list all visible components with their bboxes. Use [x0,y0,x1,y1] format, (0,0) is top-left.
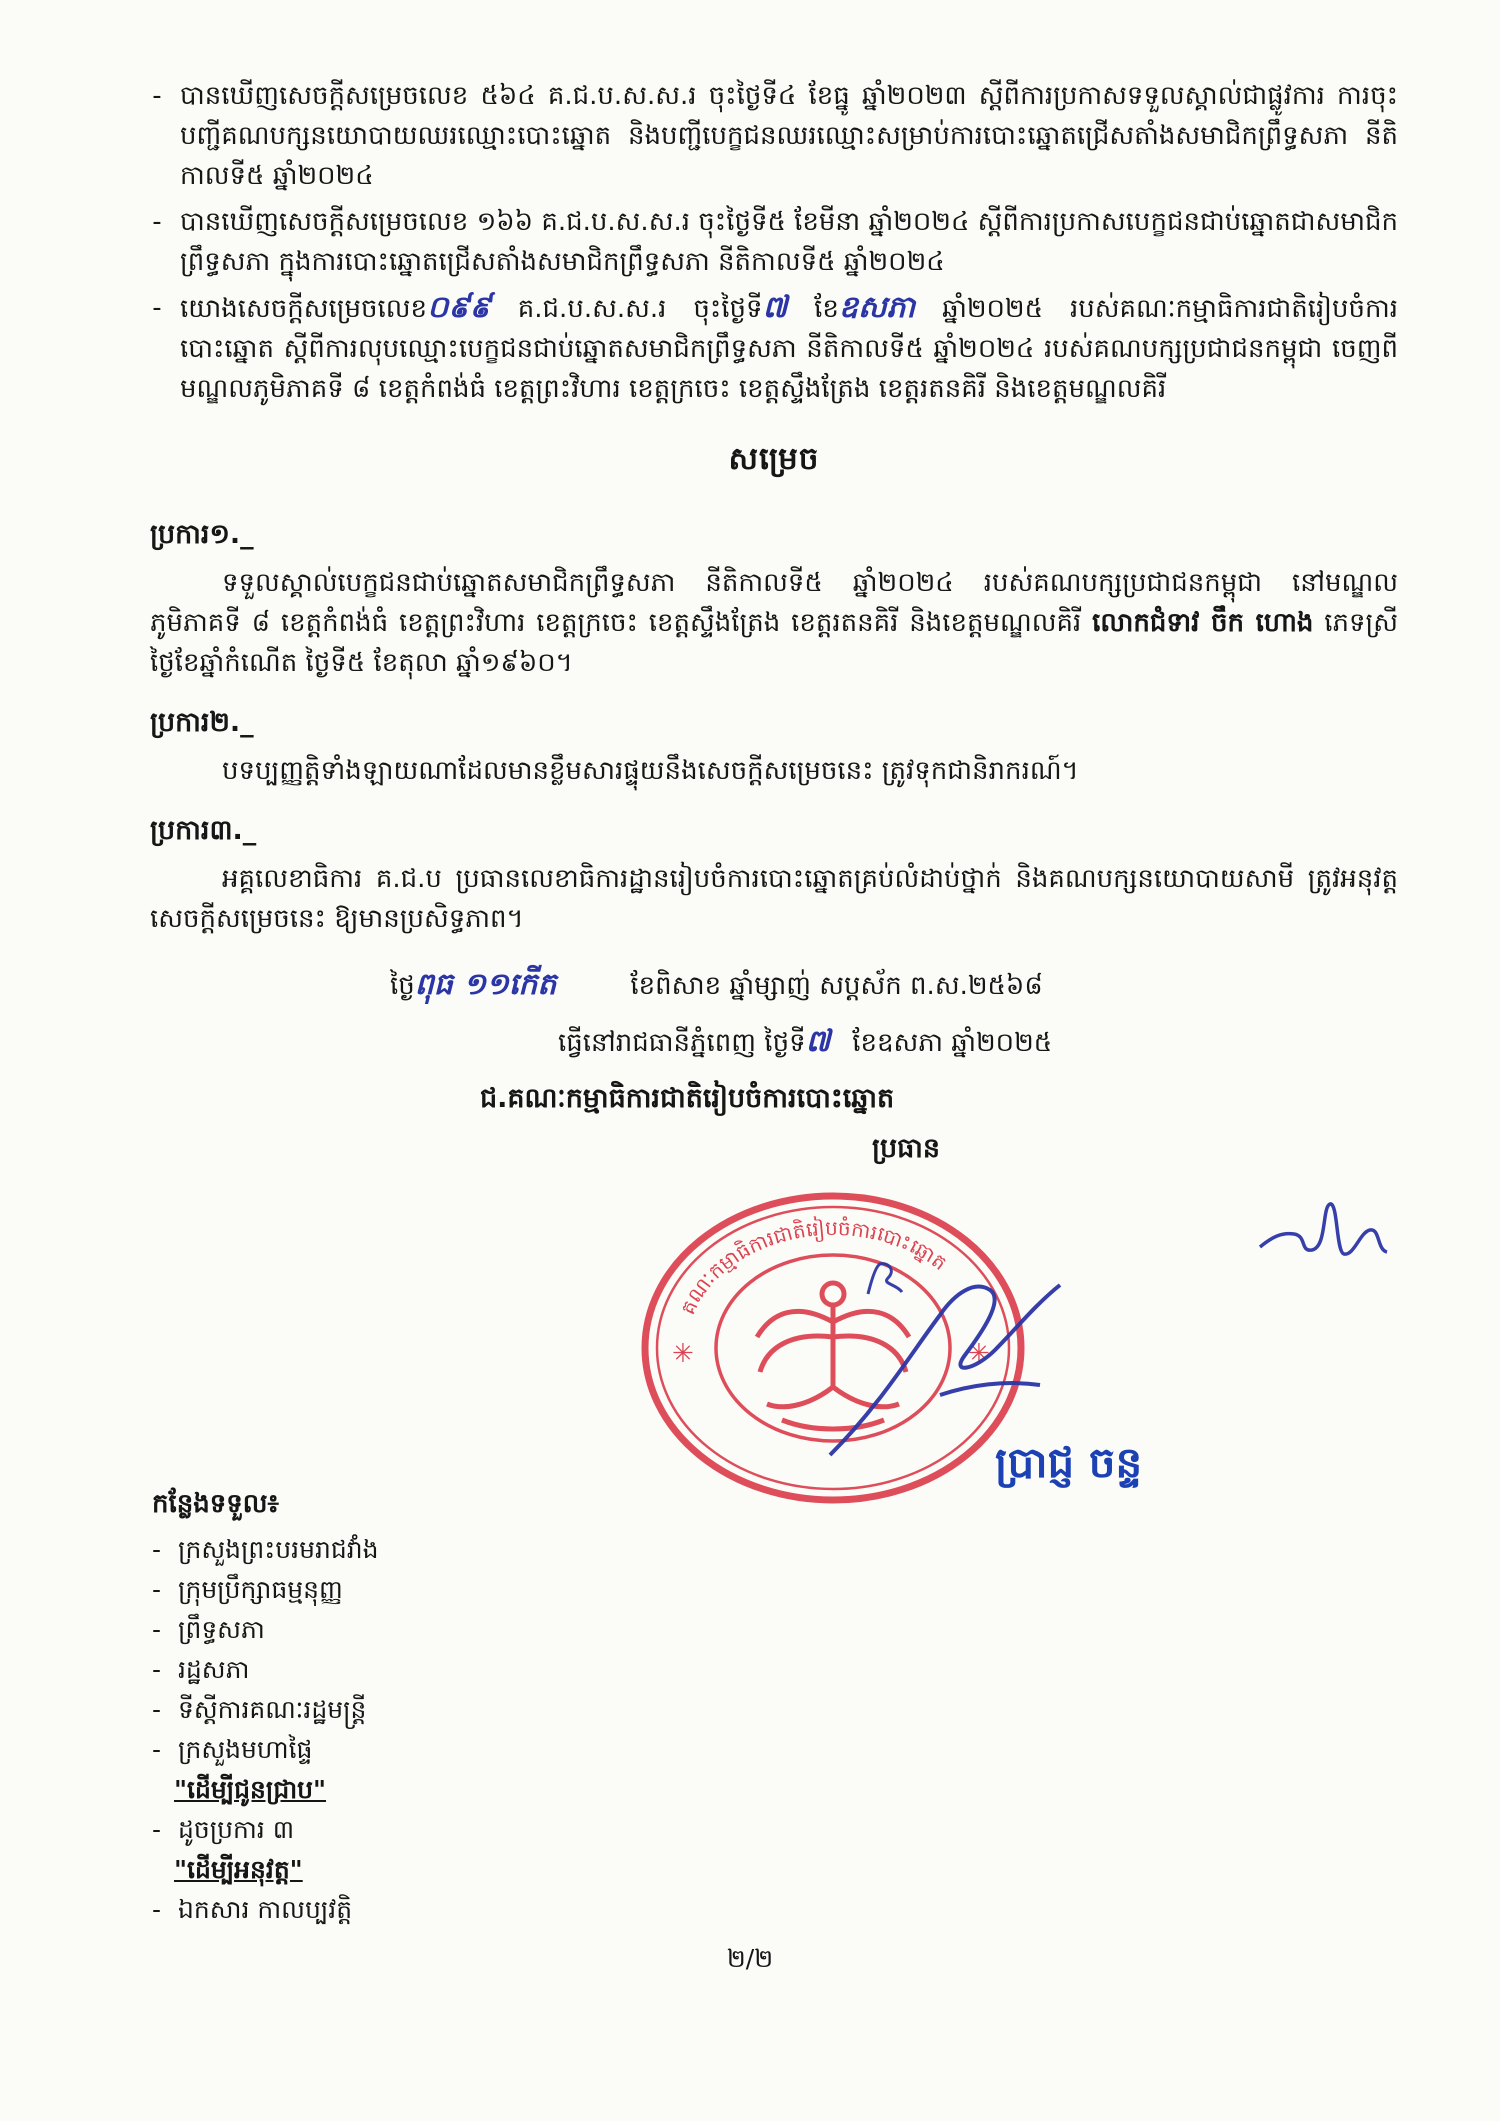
signature-scribble [1252,1192,1402,1278]
cc-item-label: ក្រុមប្រឹក្សាធម្មនុញ្ញ [178,1575,343,1604]
article-2-body: បទប្បញ្ញត្តិទាំងឡាយណាដែលមានខ្លឹមសារផ្ទុយនឹងសេចក្ដីសម្រេចនេះ ត្រូវទុកជានិរាករណ៍។ [222,756,1079,786]
article-2-header: ប្រការ២._ [150,707,254,738]
cc-item-label: ព្រឹទ្ធសភា [178,1615,265,1644]
cc-item-label: រដ្ឋសភា [178,1655,250,1684]
preamble-bullet-1-text: បានឃើញសេចក្ដីសម្រេចលេខ ៥៦៤ គ.ជ.ប.ស.ស.រ ចុះថ្ងៃទី៤ ខែធ្នូ ឆ្នាំ២០២៣ ស្ដីពីការប្រកាសទទួលស្គាល់ជាផ្លូវការ ការចុះបញ្ជីគណបក្សនយោបាយឈរឈ្មោះបោះឆ្នោត និងបញ្ជីបេក្ខជនឈរឈ្មោះសម្រាប់ការបោះឆ្នោតជ្រើសតាំងសមាជិកព្រឹទ្ធសភា នីតិកាលទី៥ ឆ្នាំ២០២៤ [180,81,1398,191]
decision-heading: សម្រេច [728,441,820,477]
cc-note-implement: "ដើម្បីអនុវត្ត" [174,1855,303,1884]
authority-line: ជ.គណៈកម្មាធិការជាតិរៀបចំការបោះឆ្នោត [480,1083,895,1114]
date-prefix: ថ្ងៃ [390,971,415,1001]
bullet-3-run: គ.ជ.ប.ស.ស.រ ចុះថ្ងៃទី [490,294,763,324]
gregorian-date-rest: ខែឧសភា ឆ្នាំ២០២៥ [852,1028,1053,1058]
cc-dash: - [152,1735,162,1764]
cc-item-label: ទីស្ដីការគណៈរដ្ឋមន្ត្រី [178,1695,367,1724]
place-date-prefix: ធ្វើនៅរាជធានីភ្នំពេញ ថ្ងៃទី [558,1028,806,1058]
svg-text:✳: ✳ [672,1339,694,1369]
bullet-dash: - [152,207,162,237]
cc-dash: - [152,1615,162,1644]
cc-item-label: ឯកសារ កាលប្បវត្តិ [178,1895,353,1924]
cc-item-label: ក្រសួងព្រះបរមរាជវាំង [178,1535,379,1564]
cc-item [152,1810,378,1850]
cc-dash: - [152,1695,162,1724]
page-number: ២/២ [726,1944,774,1973]
cc-item [152,1570,378,1610]
handwritten-lunar-day: ពុធ ១១កើត [414,967,557,1002]
preamble-bullet-3 [150,288,1398,409]
article-1-body [150,563,1398,683]
cc-header: កន្លែងទទួល៖ [152,1489,279,1519]
handwritten-gregorian-day: ៧ [805,1024,831,1059]
signer-name-stamp: ប្រាជ្ញ ចន្ទ [995,1438,1143,1487]
lunar-date-rest: ខែពិសាខ ឆ្នាំម្សាញ់ សប្តស័ក ព.ស.២៥៦៨ [630,971,1043,1001]
bullet-3-run: ឆ្នាំ២០២៥ របស់គណៈកម្មាធិការជាតិរៀបចំការបោះឆ្នោត ស្ដីពីការលុបឈ្មោះបេក្ខជនជាប់ឆ្នោតសមាជិកព្រឹទ្ធសភា នីតិកាលទី៥ ឆ្នាំ២០២៤ របស់គណបក្សប្រជាជនកម្ពុជា ចេញពីមណ្ឌលភូមិភាគទី ៨ ខេត្តកំពង់ធំ ខេត្តព្រះវិហារ ខេត្តក្រចេះ ខេត្តស្ទឹងត្រែង ខេត្តរតនគិរី និងខេត្តមណ្ឌលគិរី [180,294,1398,404]
president-initial-mark [858,1258,912,1302]
cc-item-label: ក្រសួងមហាផ្ទៃ [178,1735,313,1764]
bullet-3-run: យោងសេចក្ដីសម្រេចលេខ [180,294,428,324]
preamble-bullet-1 [150,76,1398,196]
handwritten-day: ៧ [762,290,788,325]
document-body [150,76,1398,1169]
article-1-header: ប្រការ១._ [150,519,254,550]
lunar-date-line [390,965,1398,1006]
gregorian-date-line [558,1022,1398,1063]
cc-dash: - [152,1575,162,1604]
cc-item [152,1530,378,1570]
cc-item [152,1730,378,1770]
cc-distribution-block [152,1484,378,1930]
svg-text:✳: ✳ [968,1339,990,1369]
preamble-bullet-2-text: បានឃើញសេចក្ដីសម្រេចលេខ ១៦៦ គ.ជ.ប.ស.ស.រ ចុះថ្ងៃទី៥ ខែមីនា ឆ្នាំ២០២៤ ស្ដីពីការប្រកាសបេក្ខជនជាប់ឆ្នោតជាសមាជិកព្រឹទ្ធសភា ក្នុងការបោះឆ្នោតជ្រើសតាំងសមាជិកព្រឹទ្ធសភា នីតិកាលទី៥ ឆ្នាំ២០២៤ [180,207,1398,277]
cc-item [152,1690,378,1730]
cc-item-label: ដូចប្រការ ៣ [178,1815,295,1844]
bullet-dash: - [152,293,162,323]
handwritten-month: ឧសភា [838,290,916,325]
preamble-bullet-3-text [180,288,1398,409]
cc-note-inform: "ដើម្បីជូនជ្រាប" [174,1775,327,1804]
article-1-run: ភេទស្រី ថ្ងៃខែឆ្នាំកំណើត ថ្ងៃទី៥ ខែតុលា ឆ្នាំ១៩៦០។ [150,608,1399,678]
cc-dash: - [152,1535,162,1564]
article-3-header: ប្រការ៣._ [150,815,257,846]
cc-item [152,1650,378,1690]
bullet-dash: - [152,81,162,111]
date-block [150,965,1398,1063]
cc-dash: - [152,1895,162,1924]
article-1-run: ទទួលស្គាល់បេក្ខជនជាប់ឆ្នោតសមាជិកព្រឹទ្ធសភា នីតិកាលទី៥ ឆ្នាំ២០២៤ របស់គណបក្សប្រជាជនកម្ពុជា នៅមណ្ឌលភូមិភាគទី ៨ ខេត្តកំពង់ធំ ខេត្តព្រះវិហារ ខេត្តក្រចេះ ខេត្តស្ទឹងត្រែង ខេត្តរតនគិរី និងខេត្តមណ្ឌលគិរី [150,568,1398,638]
president-title: ប្រធាន [872,1133,941,1164]
article-3-body: អគ្គលេខាធិការ គ.ជ.ប ប្រធានលេខាធិការដ្ឋានរៀបចំការបោះឆ្នោតគ្រប់លំដាប់ថ្នាក់ និងគណបក្សនយោបាយសាមី ត្រូវអនុវត្តសេចក្ដីសម្រេចនេះ ឱ្យមានប្រសិទ្ធភាព។ [150,864,1398,934]
cc-item [152,1610,378,1650]
preamble-bullet-2 [150,202,1398,282]
elected-candidate-name: លោកជំទាវ ចឹក ហោង [1092,608,1314,638]
cc-dash: - [152,1815,162,1844]
bullet-3-run: ខែ [787,294,839,324]
stamp-ring-text: គណៈកម្មាធិការជាតិរៀបចំការបោះឆ្នោត [675,1215,952,1319]
handwritten-decision-number: ០៩៩ [427,290,491,325]
cc-item [152,1890,378,1930]
cc-dash: - [152,1655,162,1684]
